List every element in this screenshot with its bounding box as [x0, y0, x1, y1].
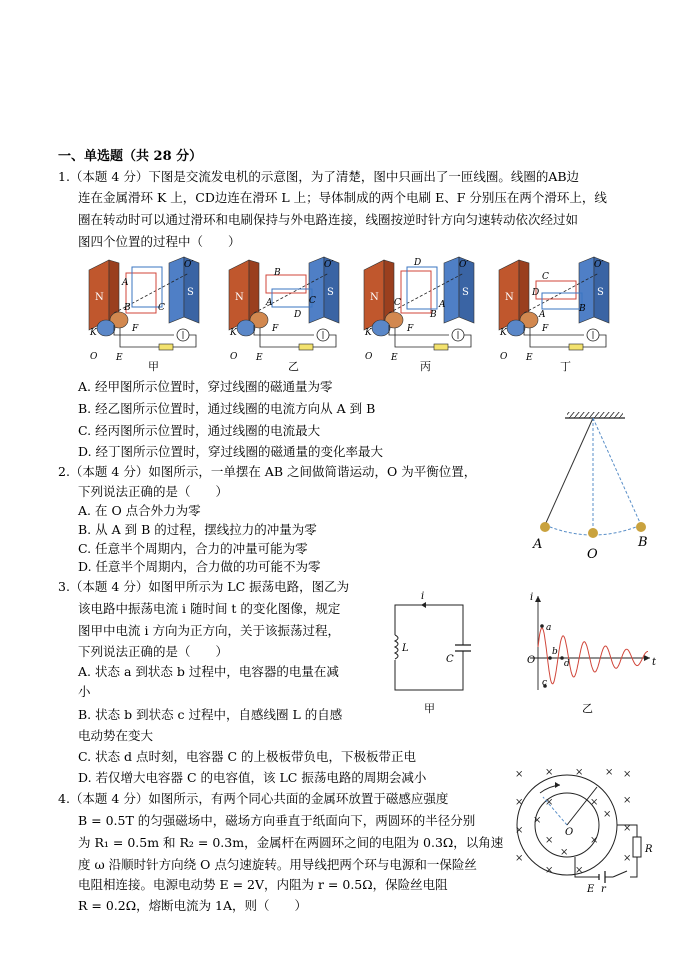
field-cross-icon: × [590, 835, 599, 846]
q3-line: 图甲中电流 i 方向为正方向，关于该振荡过程， [78, 623, 340, 638]
svg-text:B: B [579, 304, 586, 314]
svg-text:B: B [430, 310, 437, 320]
graph-label: a [546, 623, 552, 633]
figure-caption: 丁 [560, 360, 571, 373]
q4-line: 电阻相连接。电源电动势 E = 2V，内阻为 r = 0.5Ω，保险丝电阻 [78, 877, 448, 892]
q1-line: 1.（本题 4 分）下图是交流发电机的示意图，为了清楚，图中只画出了一匝线圈。线圈的AB边 [58, 169, 580, 184]
svg-text:D: D [532, 288, 540, 298]
figure-caption: 甲 [424, 702, 435, 715]
q1-line: 图四个位置的过程中（ ） [78, 234, 241, 249]
option-a: A. 在 O 点合外力为零 [78, 503, 201, 518]
option-d: D. 经丁图所示位置时，穿过线圈的磁通量的变化率最大 [78, 444, 384, 459]
rings-label: O [565, 827, 574, 838]
option-c: C. 经丙图所示位置时，通过线圈的电流最大 [78, 423, 321, 438]
option-b: B. 从 A 到 B 的过程，摆线拉力的冲量为零 [78, 522, 317, 537]
option-b-cont: 电动势在变大 [78, 728, 154, 743]
field-cross-icon: × [515, 853, 524, 864]
field-cross-icon: × [605, 767, 614, 778]
svg-text:A: A [539, 310, 546, 320]
field-cross-icon: × [545, 835, 554, 846]
field-cross-icon: × [575, 865, 584, 876]
field-cross-icon: × [545, 767, 554, 778]
q2-line: 2.（本题 4 分）如图所示，一单摆在 AB 之间做简谐运动，O 为平衡位置， [58, 464, 477, 479]
field-cross-icon: × [515, 769, 524, 780]
pendulum-label: A [533, 537, 543, 552]
q4-line: R = 0.2Ω，熔断电流为 1A，则（ ） [78, 898, 308, 913]
q3-line: 下列说法正确的是（ ） [78, 644, 229, 659]
field-cross-icon: × [623, 853, 632, 864]
field-cross-icon: × [623, 823, 632, 834]
figure-caption: 乙 [288, 360, 299, 373]
field-cross-icon: × [603, 809, 612, 820]
field-cross-icon: × [623, 795, 632, 806]
graph-label: d [564, 659, 570, 669]
q4-line: 度 ω 沿顺时针方向绕 O 点匀速旋转。用导线把两个环与电源和一保险丝 [78, 857, 477, 872]
option-a: A. 经甲图所示位置时，穿过线圈的磁通量为零 [78, 379, 333, 394]
q3-line: 该电路中振荡电流 i 随时间 t 的变化图像，规定 [78, 601, 341, 616]
field-cross-icon: × [515, 825, 524, 836]
svg-text:A: A [122, 278, 129, 288]
svg-text:B: B [124, 303, 131, 313]
field-cross-icon: × [545, 865, 554, 876]
field-cross-icon: × [560, 847, 569, 858]
svg-text:C: C [394, 298, 401, 308]
pendulum-label: O [587, 547, 598, 562]
field-cross-icon: × [533, 815, 542, 826]
option-a: A. 状态 a 到状态 b 过程中，电容器的电量在减 [78, 664, 339, 679]
option-b: B. 状态 b 到状态 c 过程中，自感线圈 L 的自感 [78, 707, 343, 722]
generator-figures [84, 255, 624, 375]
svg-text:C: C [309, 296, 316, 306]
field-cross-icon: × [590, 797, 599, 808]
option-c: C. 状态 d 点时刻，电容器 C 的上极板带负电，下极板带正电 [78, 749, 417, 764]
svg-text:C: C [158, 303, 165, 313]
circuit-label: C [446, 654, 454, 665]
graph-label: t [652, 657, 657, 668]
option-b: B. 经乙图所示位置时，通过线圈的电流方向从 A 到 B [78, 401, 376, 416]
svg-text:C: C [542, 272, 549, 282]
rings-label: r [601, 884, 606, 895]
q4-line: 4.（本题 4 分）如图所示，有两个同心共面的金属环放置于磁感应强度 [58, 791, 449, 806]
svg-text:A: A [266, 298, 273, 308]
option-d: D. 若仅增大电容器 C 的电容值，该 LC 振荡电路的周期会减小 [78, 770, 427, 785]
svg-text:D: D [414, 258, 422, 268]
svg-text:A: A [439, 300, 446, 310]
q3-line: 3.（本题 4 分）如图甲所示为 LC 振荡电路，图乙为 [58, 579, 350, 594]
q1-line: 连在金属滑环 K 上，CD边连在滑环 L 上；导体制成的两个电刷 E、F 分别压在两个滑环上，线 [78, 190, 607, 205]
field-cross-icon: × [515, 797, 524, 808]
rings-label: E [587, 884, 595, 895]
rings-figure [505, 765, 665, 905]
figure-caption: 甲 [148, 360, 159, 373]
field-cross-icon: × [623, 769, 632, 780]
figure-caption: 乙 [582, 702, 593, 715]
option-d: D. 任意半个周期内，合力做的功可能不为零 [78, 559, 321, 574]
q4-line: B = 0.5T 的匀强磁场中，磁场方向垂直于纸面向下，两圆环的半径分别 [78, 813, 476, 828]
oscillation-graph [520, 590, 660, 700]
figure-caption: 丙 [420, 360, 431, 373]
field-cross-icon: × [545, 797, 554, 808]
option-c: C. 任意半个周期内，合力的冲量可能为零 [78, 541, 308, 556]
rings-label: R [645, 844, 653, 855]
pendulum-figure [525, 405, 665, 565]
graph-label: c [542, 678, 548, 688]
svg-text:B: B [274, 268, 281, 278]
q1-line: 圈在转动时可以通过滑环和电刷保持与外电路连接，线圈按逆时针方向匀速转动依次经过如 [78, 212, 579, 227]
svg-text:D: D [294, 310, 302, 320]
option-a-cont: 小 [78, 684, 91, 699]
circuit-label: i [421, 591, 425, 602]
graph-label: b [552, 647, 558, 657]
q2-line: 下列说法正确的是（ ） [78, 484, 229, 499]
q4-line: 为 R₁ = 0.5m 和 R₂ = 0.3m，金属杆在两圆环之间的电阻为 0.3Ω，以角速 [78, 835, 504, 850]
pendulum-label: B [638, 535, 648, 550]
circuit-label: L [402, 643, 409, 654]
section-title: 一、单选题（共 28 分） [58, 149, 203, 164]
field-cross-icon: × [575, 767, 584, 778]
graph-label: O [527, 655, 536, 666]
graph-label: i [530, 592, 534, 603]
